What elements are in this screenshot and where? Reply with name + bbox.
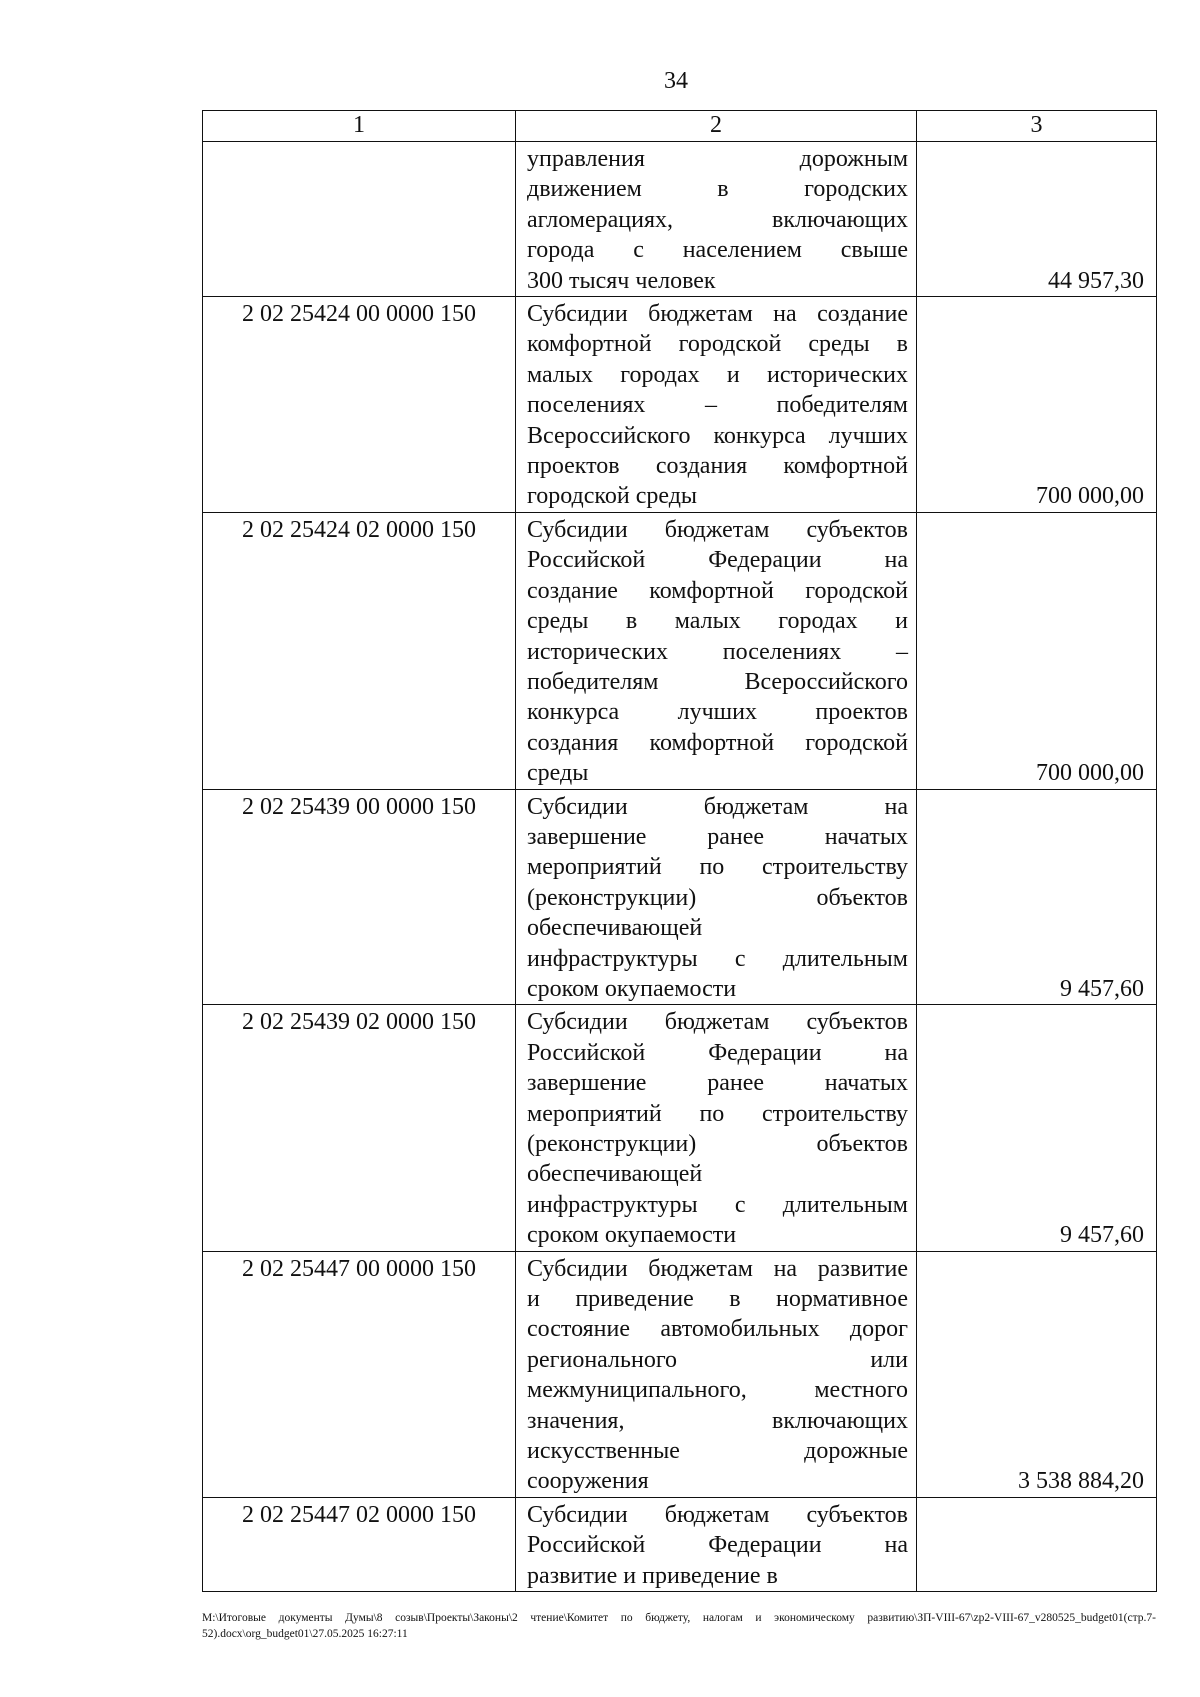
- description-line: создания комфортной городской: [527, 729, 908, 756]
- footer-file-path: M:\Итоговые документы Думы\8 созыв\Проекты\Законы\2 чтение\Комитет по бюджету, налогам и экономическому развитию\ЗП-VIII-67\zp2-VIII-67_v280525_budget01(стр.7-52).docx\org_budget01\27.05.2025 16:27:11: [202, 1612, 1156, 1640]
- description-line: Российской Федерации на: [527, 1532, 908, 1559]
- description-line: инфраструктуры с длительным: [527, 945, 908, 972]
- description-line: создание комфортной городской: [527, 577, 908, 604]
- amount-cell: 44 957,30: [917, 142, 1157, 297]
- description-line: завершение ранее начатых: [527, 823, 908, 850]
- amount-cell: 3 538 884,20: [917, 1251, 1157, 1497]
- description-line: поселениях – победителям: [527, 392, 908, 419]
- description-line: сроком окупаемости: [527, 1222, 737, 1249]
- budget-table: [202, 110, 1157, 1592]
- description-line: мероприятий по строительству: [527, 1100, 908, 1127]
- description-line: обеспечивающей: [527, 1161, 703, 1188]
- description-line: конкурса лучших проектов: [527, 699, 908, 726]
- page-number: 34: [664, 68, 688, 94]
- description-line: развитие и приведение в: [527, 1562, 778, 1589]
- budget-code-cell: 2 02 25439 00 0000 150: [203, 789, 516, 1005]
- budget-code-cell: 2 02 25439 02 0000 150: [203, 1005, 516, 1251]
- description-line: сроком окупаемости: [527, 975, 737, 1002]
- description-line: значения, включающих: [527, 1407, 908, 1434]
- column-header-description: 2: [516, 111, 917, 142]
- budget-code-cell: 2 02 25424 02 0000 150: [203, 512, 516, 789]
- description-line: города с населением свыше: [527, 237, 908, 264]
- description-line: управления дорожным: [527, 146, 908, 172]
- description-line: среды в малых городах и: [527, 608, 908, 635]
- description-line: Субсидии бюджетам субъектов: [527, 516, 908, 543]
- column-header-code: 1: [203, 111, 516, 142]
- description-cell: [516, 1005, 917, 1251]
- description-cell: [516, 512, 917, 789]
- table-row: [203, 142, 1157, 297]
- budget-code-cell: [203, 142, 516, 297]
- description-line: состояние автомобильных дорог: [527, 1316, 908, 1343]
- table-row: [203, 512, 1157, 789]
- amount-cell: 9 457,60: [917, 789, 1157, 1005]
- amount-cell: 9 457,60: [917, 1005, 1157, 1251]
- column-header-amount: 3: [917, 111, 1157, 142]
- table-row: [203, 1251, 1157, 1497]
- table-header-row: [203, 111, 1157, 142]
- description-line: сооружения: [527, 1468, 649, 1495]
- description-line: 300 тысяч человек: [527, 267, 716, 294]
- description-line: Субсидии бюджетам на: [527, 793, 908, 820]
- description-line: и приведение в нормативное: [527, 1286, 908, 1313]
- table-body: [203, 142, 1157, 1592]
- description-line: комфортной городской среды в: [527, 331, 908, 358]
- table-row: [203, 1497, 1157, 1591]
- description-line: Российской Федерации на: [527, 1039, 908, 1066]
- description-line: агломерациях, включающих: [527, 206, 908, 233]
- table-row: [203, 789, 1157, 1005]
- description-line: малых городах и исторических: [527, 361, 908, 388]
- description-line: Всероссийского конкурса лучших: [527, 422, 908, 449]
- description-cell: [516, 1251, 917, 1497]
- description-cell: [516, 297, 917, 513]
- description-line: обеспечивающей: [527, 915, 703, 942]
- description-line: Российской Федерации на: [527, 547, 908, 574]
- description-cell: [516, 1497, 917, 1591]
- description-line: Субсидии бюджетам на развитие: [527, 1255, 908, 1282]
- budget-code-cell: 2 02 25447 02 0000 150: [203, 1497, 516, 1591]
- description-line: мероприятий по строительству: [527, 854, 908, 881]
- description-line: Субсидии бюджетам на создание: [527, 301, 908, 328]
- description-line: Субсидии бюджетам субъектов: [527, 1009, 908, 1036]
- budget-code-cell: 2 02 25447 00 0000 150: [203, 1251, 516, 1497]
- description-line: проектов создания комфортной: [527, 453, 908, 480]
- description-line: (реконструкции) объектов: [527, 1131, 908, 1157]
- table-row: [203, 1005, 1157, 1251]
- description-line: городской среды: [527, 483, 698, 510]
- amount-cell: 700 000,00: [917, 297, 1157, 513]
- budget-code-cell: 2 02 25424 00 0000 150: [203, 297, 516, 513]
- description-line: (реконструкции) объектов: [527, 884, 908, 911]
- description-line: регионального или: [527, 1346, 908, 1373]
- description-line: искусственные дорожные: [527, 1438, 908, 1465]
- amount-cell: 700 000,00: [917, 512, 1157, 789]
- description-line: исторических поселениях –: [527, 638, 908, 665]
- description-line: Субсидии бюджетам субъектов: [527, 1501, 908, 1528]
- description-cell: [516, 789, 917, 1005]
- description-line: межмуниципального, местного: [527, 1377, 908, 1404]
- description-line: среды: [527, 760, 589, 787]
- table-row: [203, 297, 1157, 513]
- description-line: победителям Всероссийского: [527, 668, 908, 695]
- description-line: движением в городских: [527, 176, 908, 203]
- description-line: завершение ранее начатых: [527, 1070, 908, 1097]
- description-line: инфраструктуры с длительным: [527, 1191, 908, 1218]
- description-cell: [516, 142, 917, 297]
- amount-cell: [917, 1497, 1157, 1591]
